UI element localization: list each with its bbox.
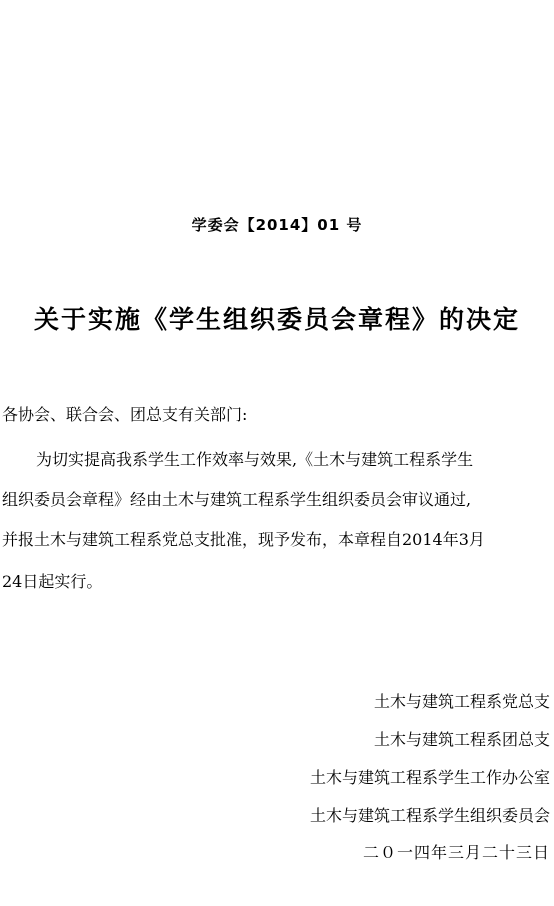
document-title: 关于实施《学生组织委员会章程》的决定 (33, 305, 520, 334)
issue-date: 二０一四年三月二十三日 (362, 843, 550, 862)
salutation: 各协会、联合会、团总支有关部门: (2, 405, 248, 424)
issuer-party-branch: 土木与建筑工程系党总支 (373, 692, 550, 711)
document-number: 学委会【2014】01 号 (191, 216, 363, 234)
issuer-student-organization-committee: 土木与建筑工程系学生组织委员会 (309, 806, 550, 825)
body-paragraph-line: 组织委员会章程》经由土木与建筑工程系学生组织委员会审议通过, (2, 490, 472, 509)
body-paragraph-line: 为切实提高我系学生工作效率与效果,《土木与建筑工程系学生 (36, 450, 474, 469)
issuer-league-branch: 土木与建筑工程系团总支 (373, 730, 550, 749)
body-paragraph-line: 并报土木与建筑工程系党总支批准，现予发布，本章程自2014年3月 (2, 530, 485, 549)
body-paragraph-line: 24日起实行。 (2, 572, 103, 591)
issuer-student-affairs-office: 土木与建筑工程系学生工作办公室 (309, 768, 550, 787)
